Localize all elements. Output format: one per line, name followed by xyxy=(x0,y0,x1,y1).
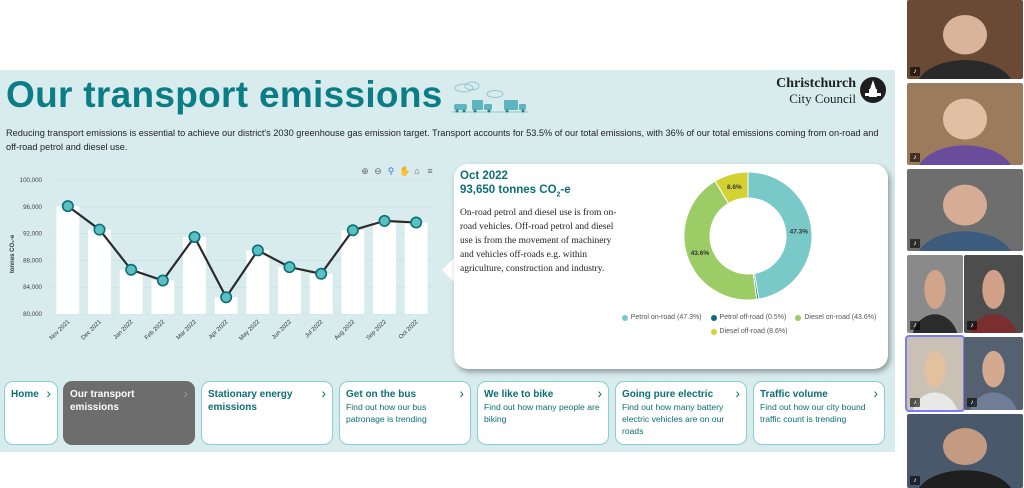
chart-y-ticks xyxy=(20,177,43,318)
zoom-in-icon[interactable]: ⊕ xyxy=(361,166,369,176)
emissions-callout-card xyxy=(454,164,888,369)
participant-body xyxy=(916,145,1013,165)
participant-head xyxy=(943,15,987,55)
bar xyxy=(278,267,301,314)
zoom-out-icon[interactable]: ⊖ xyxy=(374,166,382,176)
legend-item[interactable] xyxy=(795,314,876,321)
callout-description: On-road petrol and diesel use is from on-road vehicles. Off-road petrol and diesel use is from the movement of machinery and vehicles off-roads e.g. within agriculture, construction and industry. xyxy=(460,208,617,274)
legend-label: Diesel off-road (8.6%) xyxy=(719,328,788,335)
mic-status-icon: ♪ xyxy=(910,67,920,76)
participant-silhouette xyxy=(907,169,1023,251)
nav-tab-bus[interactable] xyxy=(339,381,471,445)
callout-value-suffix: -e xyxy=(560,184,571,196)
logo-text-line2: City Council xyxy=(789,91,856,106)
x-tick-label: Apr 2022 xyxy=(208,319,230,341)
callout-value-prefix: 93,650 tonnes CO xyxy=(460,184,557,196)
legend-row xyxy=(624,328,874,335)
bar xyxy=(120,270,143,314)
chevron-right-icon: › xyxy=(459,385,464,401)
nav-tab-title: Going pure electric xyxy=(622,389,714,400)
chevron-right-icon: › xyxy=(597,385,602,401)
nav-tab-title: Our transport emissions xyxy=(70,389,135,413)
data-point xyxy=(411,217,421,227)
cathedral-logo-icon xyxy=(859,76,887,104)
data-point xyxy=(158,275,168,285)
y-tick-label: 84,000 xyxy=(23,284,42,292)
participant-head xyxy=(943,428,987,465)
menu-icon[interactable]: ≡ xyxy=(427,166,433,176)
mic-status-icon: ♪ xyxy=(910,153,920,162)
chevron-right-icon: › xyxy=(735,385,740,401)
participant-body xyxy=(916,470,1013,488)
participant-8-video[interactable] xyxy=(907,414,1023,488)
data-point xyxy=(284,262,294,272)
x-tick-label: Dec 2021 xyxy=(80,319,103,342)
nav-tab-home[interactable] xyxy=(4,381,58,445)
x-tick-label: Jul 2022 xyxy=(304,319,325,340)
participant-3-video[interactable] xyxy=(907,169,1023,251)
participant-head xyxy=(982,270,1004,309)
participant-5-video[interactable] xyxy=(964,255,1023,333)
nav-tab-subtitle: Find out how many battery electric vehicles are on our roads xyxy=(622,402,725,436)
bar xyxy=(88,230,111,314)
chevron-right-icon: › xyxy=(321,385,326,401)
donut-slice-label: 47.3% xyxy=(789,228,809,236)
data-point xyxy=(63,201,73,211)
chevron-right-icon: › xyxy=(46,385,51,401)
legend-label: Diesel on-road (43.6%) xyxy=(804,314,877,321)
legend-item[interactable] xyxy=(711,314,787,321)
y-tick-label: 80,000 xyxy=(23,311,42,318)
data-point xyxy=(221,292,231,302)
shared-screen-dashboard xyxy=(0,70,895,452)
page-title: Our transport emissions xyxy=(6,74,443,115)
bar xyxy=(56,206,79,314)
council-logo xyxy=(770,76,888,108)
nav-tab-subtitle: Find out how many people are biking xyxy=(484,402,600,424)
magnify-icon[interactable]: ⚲ xyxy=(387,166,395,176)
donut-slice xyxy=(684,181,757,300)
mic-status-icon: ♪ xyxy=(910,321,920,330)
participant-silhouette xyxy=(907,414,1023,488)
nav-tab-subtitle: Find out how our bus patronage is trending xyxy=(346,402,427,424)
nav-tab-title: Home xyxy=(11,389,39,400)
x-tick-label: Mar 2022 xyxy=(175,319,198,342)
mic-status-icon: ♪ xyxy=(910,239,920,248)
participant-head xyxy=(982,351,1004,388)
nav-tab-title: We like to bike xyxy=(484,389,554,400)
bar xyxy=(373,221,396,314)
participant-head xyxy=(943,99,987,140)
participant-head xyxy=(924,351,945,388)
mic-status-icon: ♪ xyxy=(910,476,920,485)
chart-bars xyxy=(56,206,427,314)
data-point xyxy=(94,224,104,234)
participant-silhouette xyxy=(907,83,1023,165)
legend-item[interactable] xyxy=(711,328,788,335)
participant-silhouette xyxy=(907,0,1023,79)
nav-tab-electric[interactable] xyxy=(615,381,747,445)
nav-tab-transport-emissions[interactable] xyxy=(63,381,195,445)
participant-body xyxy=(916,231,1013,251)
emissions-line-chart xyxy=(0,170,440,350)
x-tick-label: Jun 2022 xyxy=(271,319,293,341)
chart-y-label: tonnes CO₂-e xyxy=(10,234,16,274)
legend-row xyxy=(624,314,877,321)
data-point xyxy=(126,265,136,275)
bar xyxy=(246,250,269,314)
y-tick-label: 92,000 xyxy=(23,230,42,238)
logo-text-line1: Christchurch xyxy=(776,76,856,91)
nav-tab-traffic[interactable] xyxy=(753,381,885,445)
nav-tab-title: Traffic volume xyxy=(760,389,828,400)
intro-paragraph: Reducing transport emissions is essential to achieve our district's 2030 greenhouse gas emission target. Transport accounts for 53.5% of our total emissions, with 36% of our total emissions coming from on-road and off-road petrol and diesel use. xyxy=(6,128,879,152)
participant-4-video[interactable] xyxy=(907,255,963,333)
chevron-right-icon: › xyxy=(183,385,188,401)
participant-7-video[interactable] xyxy=(964,337,1023,410)
y-tick-label: 100,000 xyxy=(19,177,42,184)
bar xyxy=(310,274,333,314)
data-point xyxy=(189,232,199,242)
donut-slice-label: 8.6% xyxy=(726,183,742,191)
nav-tab-title: Get on the bus xyxy=(346,389,416,400)
y-tick-label: 88,000 xyxy=(23,257,42,265)
legend-swatch xyxy=(711,315,717,321)
donut-legend xyxy=(624,314,877,342)
x-tick-label: Aug 2022 xyxy=(333,319,357,342)
nav-tab-subtitle: Find out how our city bound traffic count is trending xyxy=(760,402,866,424)
mic-status-icon: ♪ xyxy=(967,321,977,330)
callout-date: Oct 2022 xyxy=(460,170,508,182)
mic-status-icon: ♪ xyxy=(910,398,920,407)
donut-slice-label: 43.6% xyxy=(690,249,710,257)
legend-swatch xyxy=(622,315,628,321)
data-point xyxy=(348,225,358,235)
callout-value xyxy=(460,184,571,198)
y-tick-label: 96,000 xyxy=(23,203,42,211)
data-point xyxy=(379,216,389,226)
nav-tab-bike[interactable] xyxy=(477,381,609,445)
callout-value-sub: 2 xyxy=(556,191,561,199)
vehicles-illustration-icon xyxy=(450,80,530,116)
x-tick-label: May 2022 xyxy=(238,319,262,343)
pan-hand-icon[interactable]: ✋ xyxy=(399,166,411,176)
donut-slices xyxy=(684,172,812,300)
participant-head xyxy=(924,270,945,309)
emissions-donut-chart xyxy=(678,166,818,306)
chevron-right-icon: › xyxy=(873,385,878,401)
x-tick-label: Oct 2022 xyxy=(398,319,420,341)
data-point xyxy=(253,245,263,255)
nav-tab-stationary-energy[interactable] xyxy=(201,381,333,445)
participant-2-video[interactable] xyxy=(907,83,1023,165)
legend-label: Petrol on-road (47.3%) xyxy=(630,314,702,321)
home-icon[interactable]: ⌂ xyxy=(414,166,420,176)
chart-x-ticks xyxy=(49,319,420,342)
mic-status-icon: ♪ xyxy=(967,398,977,407)
participant-6-video[interactable] xyxy=(907,337,963,410)
legend-swatch xyxy=(711,329,717,335)
data-point xyxy=(316,269,326,279)
x-tick-label: Feb 2022 xyxy=(144,319,167,342)
legend-label: Petrol off-road (0.5%) xyxy=(719,314,787,321)
legend-swatch xyxy=(795,315,801,321)
participant-1-video[interactable] xyxy=(907,0,1023,79)
participant-body xyxy=(916,60,1013,79)
legend-item[interactable] xyxy=(622,314,702,321)
x-tick-label: Sep 2022 xyxy=(365,319,388,342)
nav-tab-title: Stationary energy emissions xyxy=(208,389,293,413)
participant-head xyxy=(943,185,987,226)
x-tick-label: Nov 2021 xyxy=(48,319,72,342)
x-tick-label: Jan 2022 xyxy=(112,319,135,341)
bar xyxy=(405,223,428,314)
